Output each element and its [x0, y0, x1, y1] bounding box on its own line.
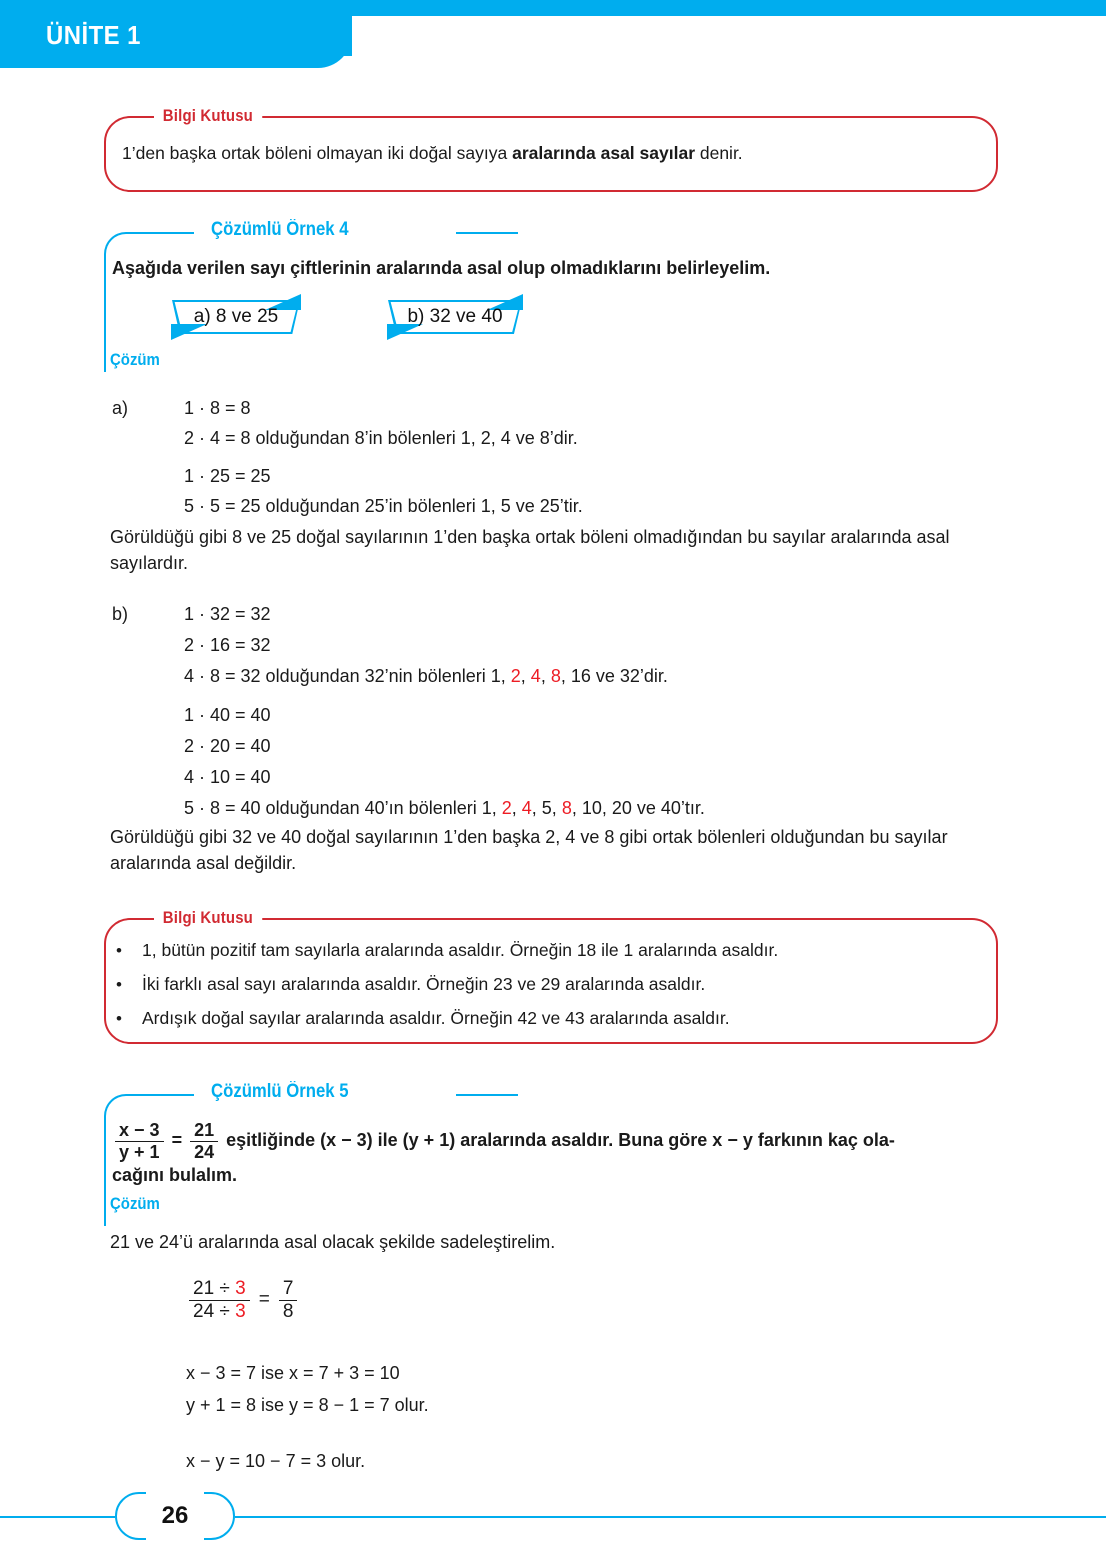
part-a-line-2: 2 · 4 = 8 olduğundan 8’in bölenleri 1, 2, 4 ve 8’dir. — [184, 428, 578, 448]
divisors-32-red-2: 2 — [510, 666, 521, 686]
divisors-40-red-4: 4 — [521, 798, 532, 818]
divisors-40-red-2: 2 — [501, 798, 512, 818]
part-b-conclusion: Görüldüğü gibi 32 ve 40 doğal sayılarının 1’den başka 2, 4 ve 8 gibi ortak bölenleri olduğundan bu sayılar aralarında asal değildir. — [110, 827, 948, 874]
simplify-result-denominator: 8 — [279, 1300, 298, 1323]
divisors-40-suffix: , 10, 20 ve 40’tır. — [571, 798, 705, 818]
divisors-32-sep-2: , — [540, 666, 551, 686]
bullet-icon: • — [116, 1008, 122, 1028]
part-b-line-40-1: 1 · 40 = 40 — [184, 705, 271, 725]
unit-tab-notch — [218, 16, 352, 56]
fraction-right — [190, 1120, 218, 1162]
example-5-cozum-label: Çözüm — [110, 1194, 160, 1213]
divisors-40-red-8: 8 — [561, 798, 572, 818]
divisors-32-sep-1: , — [520, 666, 531, 686]
list-item — [116, 1008, 982, 1031]
tag-a-label: a) 8 ve 25 — [193, 306, 279, 327]
simplify-den-left: 24 ÷ — [193, 1300, 236, 1322]
fraction-left-numerator: x − 3 — [119, 1120, 160, 1140]
simplify-result-numerator: 7 — [282, 1278, 294, 1299]
example-4-tag-a[interactable] — [172, 300, 300, 334]
part-b-divisors-40 — [184, 795, 705, 821]
fraction-left — [115, 1120, 164, 1162]
example-4-tag-b[interactable] — [388, 300, 522, 334]
part-a-conclusion: Görüldüğü gibi 8 ve 25 doğal sayılarının 1’den başka ortak böleni olmadığından bu sayılar aralarında asal sayılardır. — [110, 527, 950, 574]
bullet-icon: • — [116, 941, 122, 960]
part-b-line-32-2: 2 · 16 = 32 — [184, 635, 271, 655]
bullet-icon: • — [116, 974, 122, 994]
example-5-prompt-line-2: cağını bulalım. — [112, 1165, 238, 1186]
part-b-line-32-1: 1 · 32 = 32 — [184, 604, 271, 624]
part-a-line-1: 1 · 8 = 8 — [184, 398, 251, 418]
bullet-text-3: Ardışık doğal sayılar aralarında asaldır. Örneğin 42 ve 43 aralarında asaldır. — [142, 1007, 730, 1028]
bullet-text-1: 1, bütün pozitif tam sayılarla aralarında asaldır. Örneğin 18 ile 1 aralarında asaldır. — [142, 940, 779, 960]
example-5-step-2: y + 1 = 8 ise y = 8 − 1 = 7 olur. — [186, 1395, 429, 1415]
part-a-line-4: 5 · 5 = 25 olduğundan 25’in bölenleri 1, 5 ve 25’tir. — [184, 496, 583, 516]
divisors-32-suffix: , 16 ve 32’dir. — [560, 666, 668, 686]
info-box-definition — [104, 106, 998, 192]
simplify-den-red: 3 — [235, 1300, 246, 1322]
divisors-40-mid: , 5, — [531, 798, 562, 818]
definition-text-before: 1’den başka ortak böleni olmayan iki doğal sayıya — [122, 143, 513, 163]
fraction-right-numerator: 21 — [194, 1120, 215, 1140]
simplify-equals: = — [258, 1289, 270, 1311]
list-item — [116, 974, 982, 997]
simplify-numerator — [189, 1278, 250, 1300]
info-box-text — [122, 140, 980, 166]
example-4-legend-line-right — [456, 232, 518, 234]
info-box-legend: Bilgi Kutusu — [154, 106, 262, 126]
example-5-prompt-line-1: eşitliğinde (x − 3) ile (y + 1) aralarında asaldır. Buna göre x − y farkının kaç ola- — [221, 1129, 895, 1150]
simplify-num-left: 21 ÷ — [193, 1278, 236, 1299]
simplify-denominator — [189, 1300, 250, 1323]
example-4-cozum-label: Çözüm — [110, 350, 160, 369]
equals-sign: = — [171, 1129, 183, 1150]
fraction-right-denominator: 24 — [190, 1141, 218, 1163]
part-b-line-40-2: 2 · 20 = 40 — [184, 736, 271, 756]
part-a-line-3: 1 · 25 = 25 — [184, 466, 271, 486]
footer-rule-right — [235, 1516, 1106, 1518]
info-box-2-list — [116, 940, 982, 1042]
bullet-text-2: İki farklı asal sayı aralarında asaldır. Örneğin 23 ve 29 aralarında asaldır. — [142, 973, 706, 994]
footer-rule-left — [0, 1516, 115, 1518]
simplify-fraction — [189, 1278, 250, 1323]
example-5-intro: 21 ve 24’ü aralarında asal olacak şekilde sadeleştirelim. — [110, 1232, 556, 1252]
example-5-step-1: x − 3 = 7 ise x = 7 + 3 = 10 — [186, 1363, 400, 1383]
divisors-40-sep-1: , — [511, 798, 522, 818]
definition-text-bold: aralarında asal sayılar — [512, 143, 695, 163]
simplify-num-red: 3 — [235, 1278, 246, 1299]
example-4-legend: Çözümlü Örnek 4 — [204, 219, 356, 241]
fraction-left-denominator: y + 1 — [115, 1141, 164, 1163]
divisors-32-red-4: 4 — [530, 666, 541, 686]
part-b-line-40-3: 4 · 10 = 40 — [184, 767, 271, 787]
definition-text-after: denir. — [695, 143, 743, 163]
divisors-32-red-8: 8 — [550, 666, 561, 686]
example-5-legend-line-right — [456, 1094, 518, 1096]
divisors-40-prefix: 5 · 8 = 40 olduğundan 40’ın bölenleri 1, — [184, 798, 502, 818]
example-5-legend: Çözümlü Örnek 5 — [204, 1081, 356, 1103]
example-5-final: x − y = 10 − 7 = 3 olur. — [186, 1451, 366, 1471]
part-b-marker: b) — [112, 604, 129, 624]
simplify-equation — [186, 1278, 300, 1323]
info-box-properties — [104, 908, 998, 1044]
tag-b-label: b) 32 ve 40 — [407, 306, 503, 327]
unit-title: ÜNİTE 1 — [46, 20, 141, 50]
example-4-prompt: Aşağıda verilen sayı çiftlerinin aralarında asal olup olmadıklarını belirleyelim. — [112, 258, 771, 278]
part-a-marker: a) — [112, 398, 129, 418]
info-box-2-legend: Bilgi Kutusu — [154, 908, 262, 928]
list-item — [116, 940, 982, 963]
part-b-divisors-32 — [184, 663, 668, 689]
divisors-32-prefix: 4 · 8 = 32 olduğundan 32’nin bölenleri 1, — [184, 666, 511, 686]
example-5-prompt — [112, 1120, 996, 1189]
simplify-result-fraction — [279, 1278, 298, 1323]
page-number: 26 — [161, 1502, 189, 1529]
